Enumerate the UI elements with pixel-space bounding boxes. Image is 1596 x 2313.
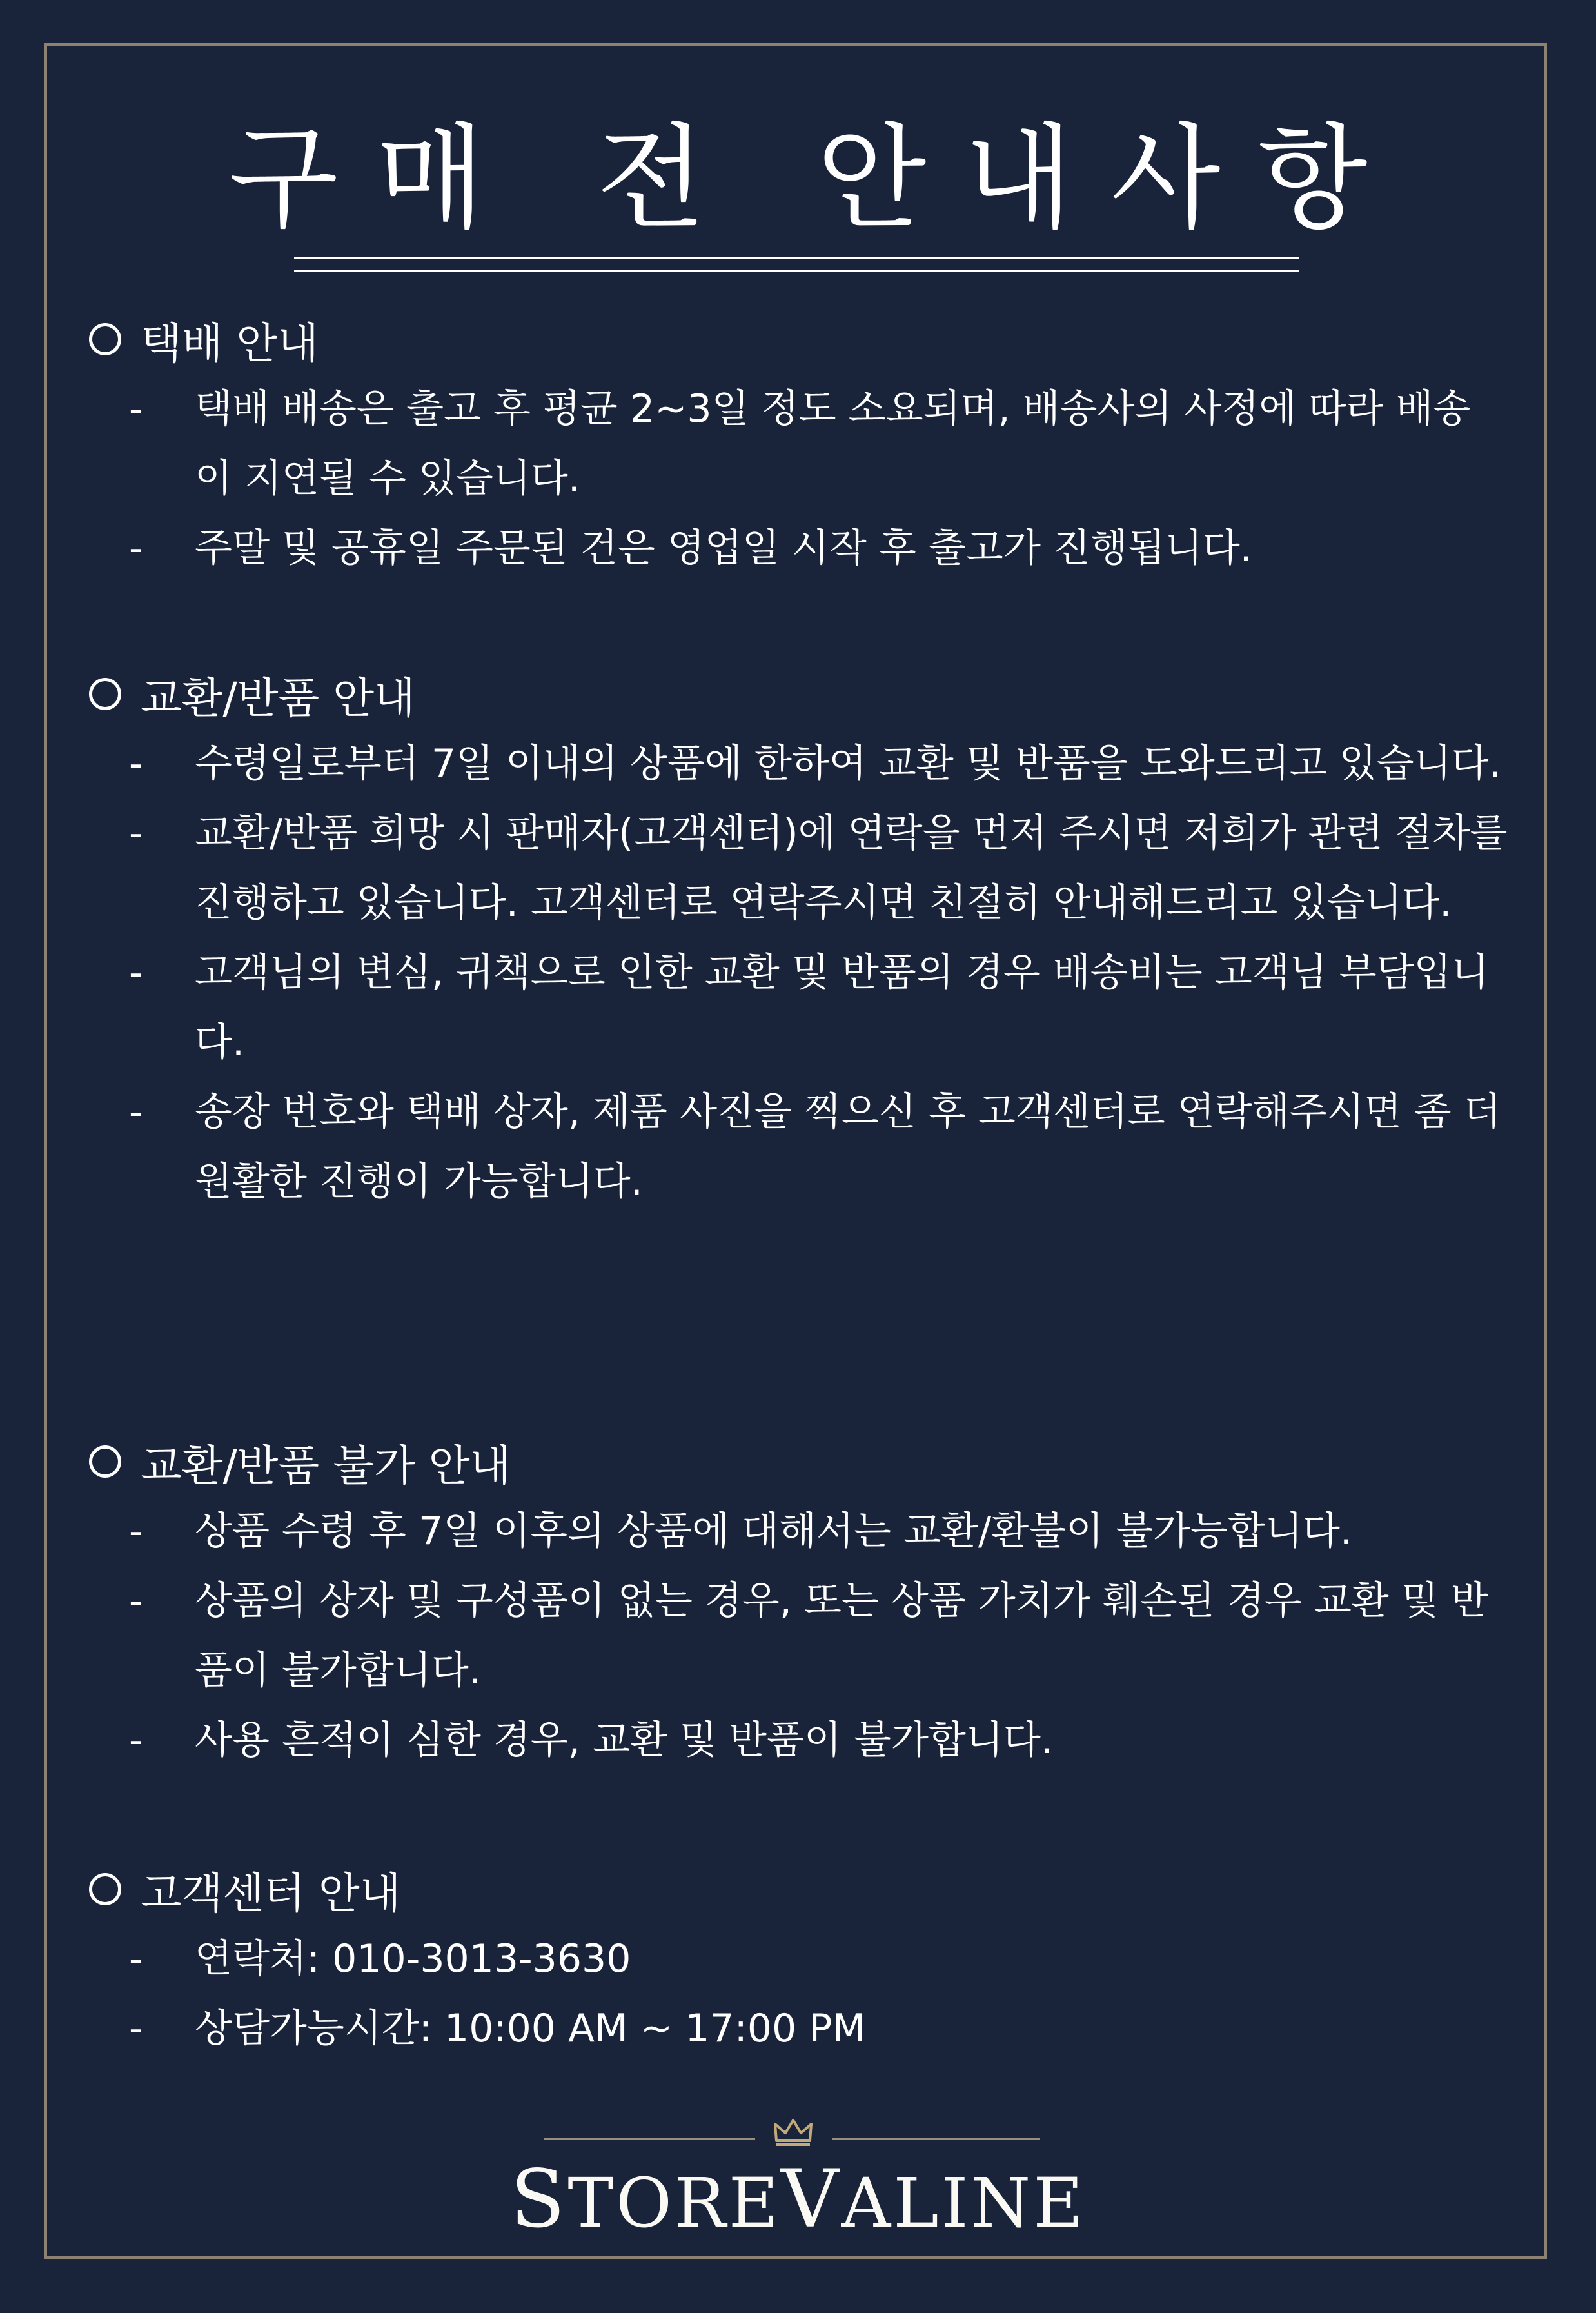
list-item — [89, 1496, 1508, 1566]
circle-bullet-icon — [89, 678, 121, 710]
section-heading: 택배 안내 — [141, 318, 319, 368]
dash-bullet: - — [129, 1089, 143, 1135]
page-title: 구매 전 안내사항 — [228, 112, 1405, 244]
list-item-text: 상품 수령 후 7일 이후의 상품에 대해서는 교환/환불이 불가능합니다. — [195, 1509, 1352, 1554]
dash-bullet: - — [129, 1578, 143, 1623]
dash-bullet: - — [129, 386, 143, 432]
section-heading: 교환/반품 안내 — [141, 673, 415, 723]
section-no-return — [89, 1427, 1508, 1775]
dash-bullet: - — [129, 526, 143, 571]
footer-rule-right — [832, 2138, 1040, 2140]
footer-rule-left — [544, 2138, 755, 2140]
section-heading: 고객센터 안내 — [141, 1868, 401, 1918]
dash-bullet: - — [129, 1936, 143, 1981]
dash-bullet: - — [129, 1509, 143, 1554]
section-exchange-return — [89, 659, 1508, 1216]
list-item — [89, 513, 1508, 583]
dash-bullet: - — [129, 811, 143, 856]
circle-bullet-icon — [89, 323, 121, 355]
contact-phone: 연락처: 010-3013-3630 — [195, 1936, 631, 1981]
list-item-text: 택배 배송은 출고 후 평균 2~3일 정도 소요되며, 배송사의 사정에 따라 배송이 지연될 수 있습니다. — [195, 386, 1471, 501]
dash-bullet: - — [129, 1718, 143, 1763]
title-underline-double — [294, 270, 1299, 272]
circle-bullet-icon — [89, 1873, 121, 1905]
list-item — [89, 1077, 1508, 1216]
list-item — [89, 938, 1508, 1077]
brand-logo: STOREVALINE — [510, 2153, 1086, 2246]
list-item-text: 수령일로부터 7일 이내의 상품에 한하여 교환 및 반품을 도와드리고 있습니다. — [195, 741, 1501, 786]
crown-icon — [773, 2118, 814, 2147]
list-item — [89, 1705, 1508, 1775]
list-item — [89, 1566, 1508, 1705]
list-item-text: 상품의 상자 및 구성품이 없는 경우, 또는 상품 가치가 훼손된 경우 교환 및 반품이 불가합니다. — [195, 1578, 1488, 1693]
list-item — [89, 799, 1508, 938]
list-item-text: 교환/반품 희망 시 판매자(고객센터)에 연락을 먼저 주시면 저희가 관련 절차를 진행하고 있습니다. 고객센터로 연락주시면 친절히 안내해드리고 있습니다. — [195, 811, 1508, 926]
consultation-hours: 상담가능시간: 10:00 AM ~ 17:00 PM — [195, 2006, 866, 2051]
section-customer-center — [89, 1854, 1508, 2063]
list-item-text: 고객님의 변심, 귀책으로 인한 교환 및 반품의 경우 배송비는 고객님 부담입니다. — [195, 950, 1489, 1065]
section-delivery — [89, 304, 1508, 583]
list-item — [89, 729, 1508, 799]
list-item-text: 주말 및 공휴일 주문된 건은 영업일 시작 후 출고가 진행됩니다. — [195, 526, 1252, 571]
list-item — [89, 1994, 1508, 2063]
section-heading: 교환/반품 불가 안내 — [141, 1440, 511, 1491]
circle-bullet-icon — [89, 1445, 121, 1478]
list-item-text: 송장 번호와 택배 상자, 제품 사진을 찍으신 후 고객센터로 연락해주시면 좀 더 원활한 진행이 가능합니다. — [195, 1089, 1501, 1204]
list-item-text: 사용 흔적이 심한 경우, 교환 및 반품이 불가합니다. — [195, 1718, 1053, 1763]
list-item — [89, 1924, 1508, 1994]
title-underline — [294, 257, 1299, 259]
dash-bullet: - — [129, 950, 143, 995]
dash-bullet: - — [129, 741, 143, 786]
list-item — [89, 374, 1508, 513]
dash-bullet: - — [129, 2006, 143, 2051]
